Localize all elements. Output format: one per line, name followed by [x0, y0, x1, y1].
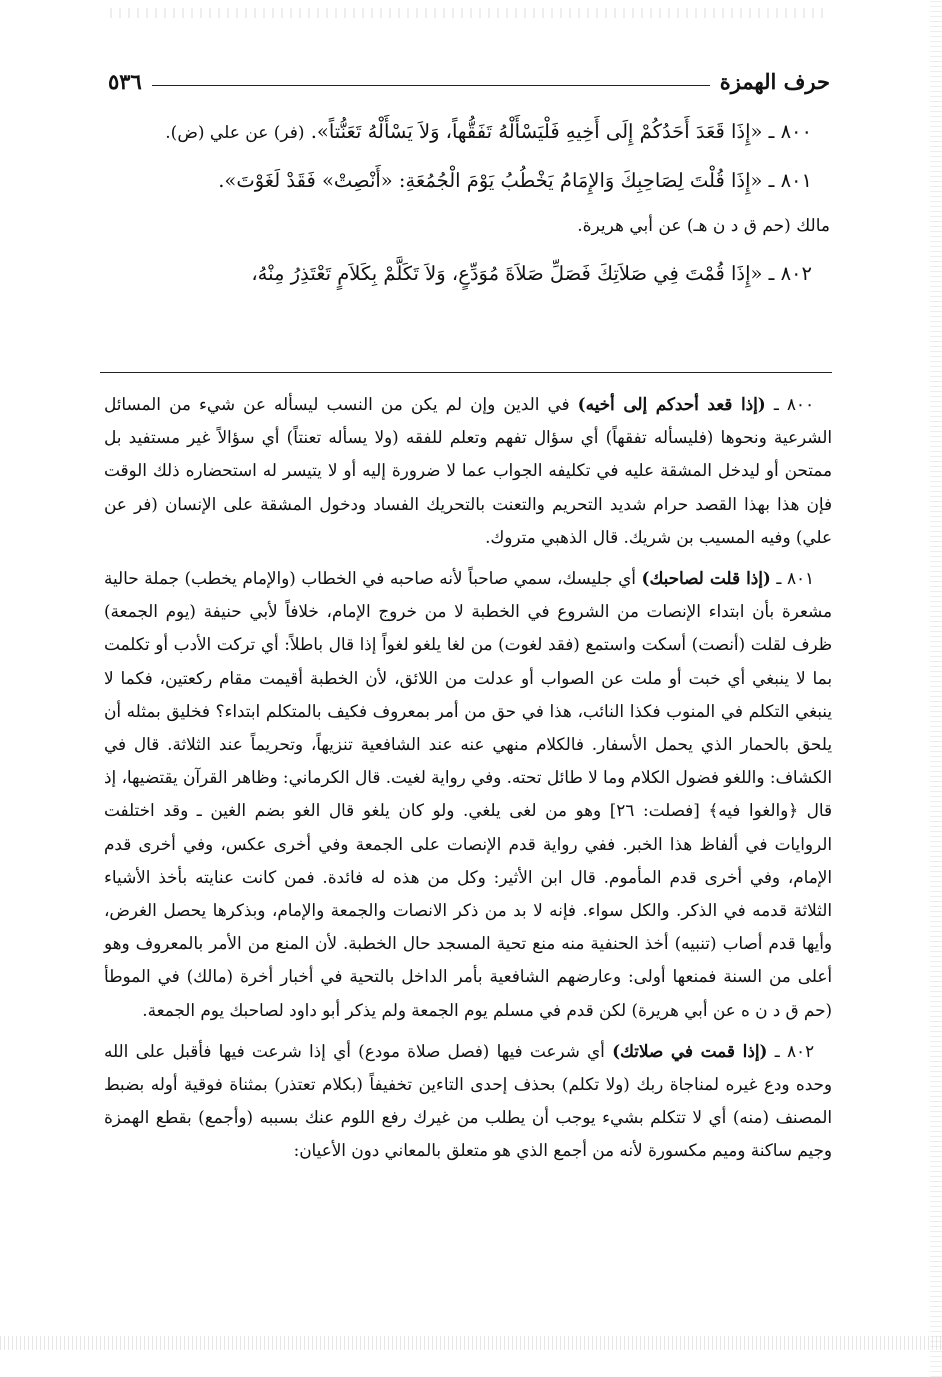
commentary-801-number: ٨٠١ ـ: [776, 568, 814, 589]
commentary-801-body: أي جليسك، سمي صاحباً لأنه صاحبه في الخطاب (والإمام يخطب) جملة حالية مشعرة بأن ابتداء الإنصات من الشروع في الخطبة لا من خروج الإمام، خلافاً لأبي حنيفة (يوم الجمعة) ظرف لقلت (أنصت) أسكت واستمع (فقد لغوت) من لغا يلغو لغواً إذا قال باطلاً: أي تركت الأدب أو تكلمت بما لا ينبغي أي خبت أو ملت عن الصواب أو عدلت من اللائق، لأن الخطبة أقيمت مقام ركعتين، فكما لا ينبغي التكلم في المنوب فكذا النائب، هذا في حق من أمر بمعروف فكيف بالمتكلم ابتداء؟ فخليق بمثله أن يلحق بالحمار الذي يحمل الأسفار. فالكلام منهي عنه عند الشافعية تنزيهاً، وتحريماً عند الثلاثة. قال في الكشاف: واللغو فضول الكلام وما لا طائل تحته. وفي رواية لغيت. قال الكرماني: وظاهر القرآن يقتضيها، إذ قال ﴿والغوا فيه﴾ [فصلت: ٢٦] وهو من لغى يلغي. ولو كان يلغو قال الغو بضم الغين ـ وقد اختلفت الروايات في ألفاظ هذا الخبر. ففي رواية قدم الإنصات على الجمعة وفي أخرى عكس، وفي أخرى قدم الإمام، وفي أخرى قدم المأموم. قال ابن الأثير: وكل من هذه له فائدة. فمن كانت عنايته بأخذ الأشياء الثلاثة قدمه في الذكر. والكل سواء. فإنه لا بد من ذكر الانصات والجمعة والإمام، وبذكرها يحصل الغرض، وأيها قدم أصاب (تنبيه) أخذ الحنفية منه منع تحية المسجد حال الخطبة. لأن المنع من الأمر بالمعروف وهو أعلى من السنة فمنعها أولى: وعارضهم الشافعية بأمر الداخل بالتحية في أخبار أخرة (مالك) في الموطأ (حم ق د ن ه عن أبي هريرة) لكن قدم في مسلم يوم الجمعة ولم يذكر أبو داود لصاحبك يوم الجمعة.: [104, 568, 833, 1020]
commentary-800-lead: (إذا قعد أحدكم إلى أخيه): [577, 394, 766, 414]
commentary-section: [104, 388, 832, 1176]
commentary-800-body: في الدين وإن لم يكن من النسب ليسأله عن شيء من المسائل الشرعية ونحوها (فليسأله تفقهاً) أي سؤال تفهم وتعلم للفقه (ولا يسأله تعنتاً) أي سؤالاً غير مستفيد بل ممتحن أو ليدخل المشقة عليه في تكليفه الجواب عما لا ضرورة إليه أو لا يتيسر له استحضاره ذلك الوقت فإن هذا بهذا القصد حرام شديد التحريم والتعنت بالتحريك الفساد ودخول المشقة على الإنسان (فر عن علي) وفيه المسيب بن شريك. قال الذهبي متروك.: [104, 394, 832, 547]
hadith-text-section: [108, 110, 830, 300]
hadith-802: [108, 252, 830, 296]
scan-noise-bottom: [0, 1336, 942, 1350]
running-header: [108, 60, 830, 94]
section-separator: [100, 372, 832, 373]
commentary-801-lead: (إذا قلت لصاحبك): [641, 568, 771, 589]
hadith-800-source: (فر) عن علي (ض).: [165, 123, 305, 143]
hadith-801-source: مالك (حم ق د ن هـ) عن أبي هريرة.: [577, 216, 830, 236]
commentary-800: [104, 388, 832, 554]
commentary-802-number: ٨٠٢ ـ: [774, 1040, 814, 1061]
hadith-801: [108, 159, 830, 248]
page-number: ٥٣٦: [108, 69, 142, 94]
scan-noise-right: [930, 0, 942, 1377]
commentary-801: [104, 562, 832, 1027]
hadith-801-text: ٨٠١ ـ «إِذَا قُلْتَ لِصَاحِبِكَ وَالإِمَامُ يَخْطُبُ يَوْمَ الْجُمُعَةِ: «أَنْصِتْ» فَقَدْ لَغَوْتَ».: [218, 169, 812, 192]
chapter-title: حرف الهمزة: [719, 69, 830, 94]
commentary-802-body: أي شرعت فيها (فصل صلاة مودع) أي إذا شرعت فيها فأقبل على الله وحده ودع غيره لمناجاة ربك (ولا تكلم) بحذف إحدى التاءين تخفيفاً (بكلام تعتذر) بمثناة فوقية أوله بضبط المصنف (منه) أي لا تتكلم بشيء يوجب أن يطلب من غيرك رفع اللوم عنك بسببه (وأجمع) بقطع الهمزة وجيم ساكنة وميم مكسورة لأنه من أجمع الذي هو متعلق بالمعاني دون الأعيان:: [104, 1040, 832, 1161]
commentary-800-number: ٨٠٠ ـ: [773, 394, 814, 414]
commentary-802: [104, 1035, 832, 1168]
scan-noise-top: [110, 8, 830, 18]
header-rule: [152, 85, 710, 86]
commentary-802-lead: (إذا قمت في صلاتك): [612, 1040, 768, 1061]
hadith-800-text: ٨٠٠ ـ «إِذَا قَعَدَ أَحَدُكُمْ إِلَى أَخِيهِ فَلْيَسْأَلْهُ تَفَقُّهاً، وَلاَ يَسْأَلْهُ تَعَنُّتاً».: [310, 120, 812, 143]
hadith-800: [108, 110, 830, 155]
hadith-802-text: ٨٠٢ ـ «إِذَا قُمْتَ فِي صَلاَتِكَ فَصَلِّ صَلاَةَ مُوَدِّعٍ، وَلاَ تَكَلَّمْ بِكَلاَمٍ تَعْتَذِرُ مِنْهُ،: [251, 262, 812, 285]
